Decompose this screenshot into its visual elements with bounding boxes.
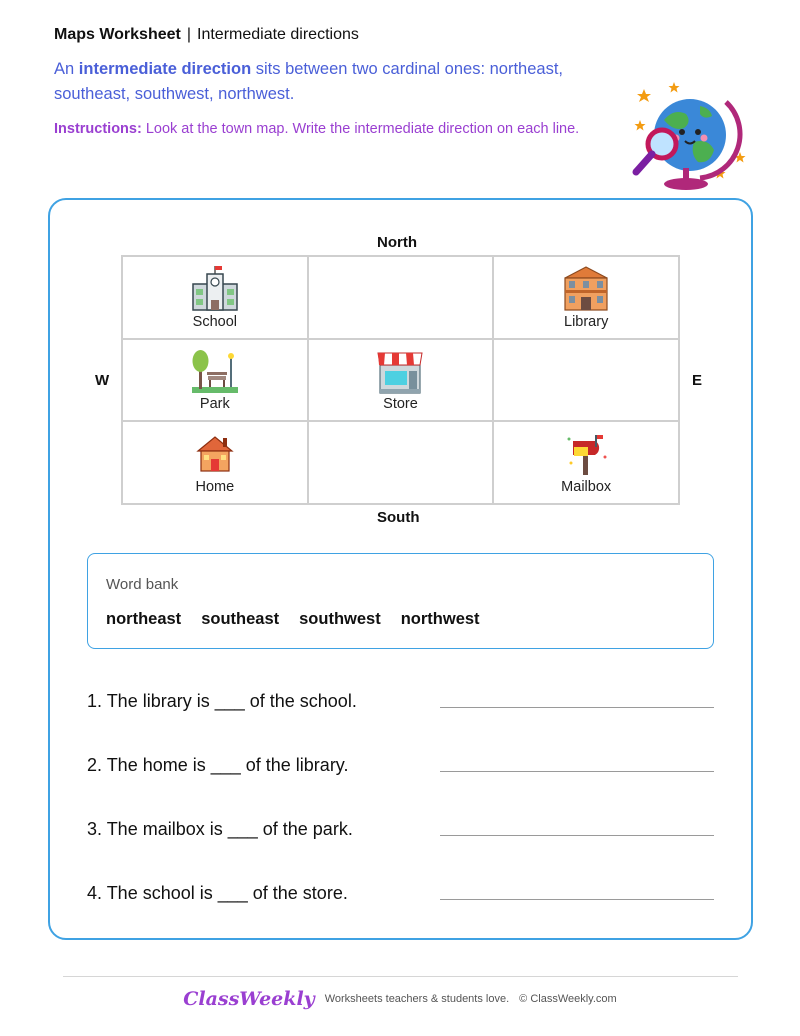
map-cell-empty: [308, 421, 494, 504]
map-cell-label: School: [192, 313, 237, 330]
worksheet-subtitle: Intermediate directions: [197, 26, 359, 43]
map-cell-label: Library: [564, 313, 609, 330]
map-cell-label: Store: [383, 396, 418, 413]
intro-rest: sits between two cardinal ones: northeast, southeast, southwest, northwest.: [54, 60, 563, 103]
instructions-body: Look at the town map. Write the intermediate direction on each line.: [141, 121, 580, 137]
footer-divider: [63, 976, 738, 977]
map-cell-library: [493, 256, 679, 339]
word-bank: [87, 553, 714, 649]
answer-line-3[interactable]: [440, 835, 714, 836]
map-cell-label: Home: [195, 478, 235, 495]
word-bank-title: Word bank: [106, 576, 179, 593]
answer-line-2[interactable]: [440, 771, 714, 772]
compass-south-label: South: [377, 509, 420, 526]
answer-line-1[interactable]: [440, 707, 714, 708]
worksheet-title: Maps Worksheet: [54, 26, 181, 43]
word-bank-item: southwest: [299, 610, 381, 628]
map-cell-label: Park: [199, 396, 230, 413]
home-icon: [190, 429, 240, 479]
footer-copyright: © ClassWeekly.com: [519, 993, 617, 1005]
word-bank-item: northwest: [400, 610, 480, 628]
compass-east-label: E: [692, 372, 703, 389]
question-1: 1. The library is ___ of the school.: [87, 691, 357, 711]
instructions-text: [54, 118, 614, 140]
intro-prefix: An: [54, 60, 79, 78]
header-separator: |: [186, 26, 192, 43]
word-bank-words: [106, 610, 480, 629]
footer: [0, 988, 800, 1010]
word-bank-item: southeast: [201, 610, 280, 628]
mailbox-icon: [561, 429, 611, 479]
map-cell-home: [122, 421, 308, 504]
map-cell-label: Mailbox: [561, 478, 612, 495]
compass-west-label: W: [95, 372, 110, 389]
library-icon: [561, 264, 611, 314]
question-2: 2. The home is ___ of the library.: [87, 755, 349, 775]
school-icon: [190, 264, 240, 314]
map-cell-empty: [493, 339, 679, 422]
map-cell-park: [122, 339, 308, 422]
map-cell-mailbox: [493, 421, 679, 504]
intro-text: [54, 57, 614, 107]
globe-magnifier-icon: [628, 80, 750, 195]
brand-logo: ClassWeekly: [183, 988, 315, 1010]
compass-north-label: North: [377, 234, 417, 251]
worksheet-header: [54, 26, 359, 44]
answer-line-4[interactable]: [440, 899, 714, 900]
store-icon: [375, 347, 425, 397]
map-cell-school: [122, 256, 308, 339]
question-4: 4. The school is ___ of the store.: [87, 883, 348, 903]
footer-tagline: Worksheets teachers & students love.: [324, 993, 510, 1005]
intro-term: intermediate direction: [78, 60, 252, 78]
instructions-label: Instructions:: [54, 121, 142, 137]
question-3: 3. The mailbox is ___ of the park.: [87, 819, 353, 839]
map-cell-store: [308, 339, 494, 422]
park-icon: [190, 347, 240, 397]
town-map-grid: [121, 255, 680, 505]
word-bank-item: northeast: [106, 610, 182, 628]
map-cell-empty: [308, 256, 494, 339]
